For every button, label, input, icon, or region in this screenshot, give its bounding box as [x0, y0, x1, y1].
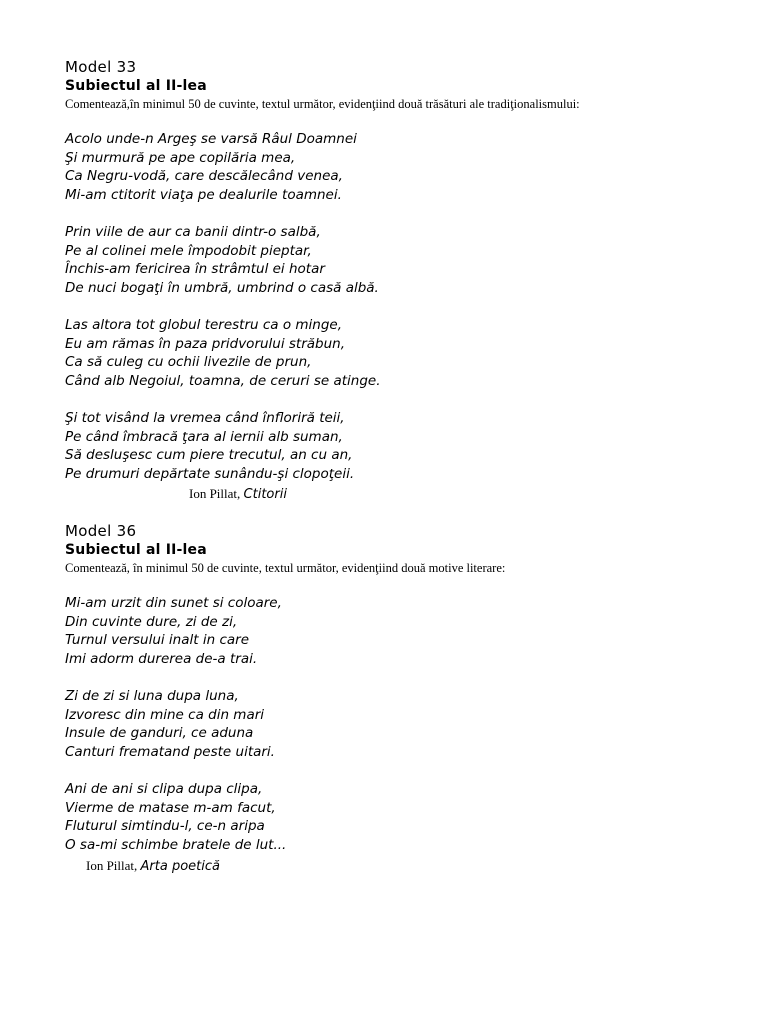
document-page: [65, 58, 745, 875]
poem-line: Când alb Negoiul, toamna, de ceruri se atinge.: [65, 372, 381, 389]
work-title: Arta poetică: [140, 858, 220, 874]
stanza: [65, 316, 745, 390]
model-33-poem: [65, 130, 745, 483]
poem-line: Imi adorm durerea de-a trai.: [65, 651, 258, 668]
author-name: Ion Pillat,: [189, 486, 244, 502]
poem-line: Turnul versului inalt in care: [65, 632, 249, 649]
poem-line: Să desluşesc cum piere trecutul, an cu an,: [65, 447, 353, 464]
poem-line: Închis-am fericirea în strâmtul ei hotar: [65, 261, 325, 278]
work-title: Ctitorii: [243, 487, 287, 503]
poem-line: Eu am rămas în paza pridvorului străbun,: [65, 335, 346, 352]
poem-line: Vierme de matase m-am facut,: [65, 799, 276, 816]
poem-line: Canturi frematand peste uitari.: [65, 744, 275, 761]
stanza: [65, 409, 745, 483]
model-36-instruction: Comentează, în minimul 50 de cuvinte, textul următor, evidenţiind două motive literare:: [65, 561, 506, 576]
model-36-attribution: [65, 857, 745, 875]
stanza: [65, 594, 745, 668]
poem-line: Izvoresc din mine ca din mari: [65, 706, 265, 723]
model-36-title: Model 36: [65, 522, 137, 541]
poem-line: O sa-mi schimbe bratele de lut...: [65, 837, 287, 853]
model-33-subject: Subiectul al II-lea: [65, 78, 207, 94]
stanza: [65, 687, 745, 761]
poem-line: Insule de ganduri, ce aduna: [65, 725, 254, 742]
stanza: [65, 780, 745, 854]
poem-line: De nuci bogaţi în umbră, umbrind o casă albă.: [65, 279, 379, 296]
poem-line: Pe drumuri depărtate sunându-şi clopoţeii.: [65, 465, 355, 482]
poem-line: Mi-am urzit din sunet si coloare,: [65, 595, 282, 612]
model-33-section: [65, 58, 745, 503]
author-name: Ion Pillat,: [86, 857, 141, 873]
poem-line: Ani de ani si clipa dupa clipa,: [65, 781, 263, 798]
model-33-attribution: [65, 485, 745, 503]
poem-line: Pe când îmbracă ţara al iernii alb suman,: [65, 428, 343, 445]
poem-line: Şi tot visând la vremea când înfloriră teii,: [65, 409, 345, 426]
poem-line: Mi-am ctitorit viaţa pe dealurile toamnei.: [65, 186, 342, 203]
poem-line: Din cuvinte dure, zi de zi,: [65, 613, 238, 630]
stanza: [65, 223, 745, 297]
poem-line: Ca Negru-vodă, care descălecând venea,: [65, 168, 343, 185]
model-33-title: Model 33: [65, 58, 137, 76]
model-36-section: [65, 522, 745, 874]
poem-line: Ca să culeg cu ochii livezile de prun,: [65, 354, 312, 371]
model-36-subject: Subiectul al II-lea: [65, 542, 207, 559]
poem-line: Acolo unde-n Argeş se varsă Râul Doamnei: [65, 131, 357, 147]
model-33-instruction: Comentează,în minimul 50 de cuvinte, textul următor, evidenţiind două trăsături ale tradiţionalismului:: [65, 97, 580, 111]
poem-line: Zi de zi si luna dupa luna,: [65, 688, 239, 705]
stanza: [65, 130, 745, 204]
poem-line: Fluturul simtindu-l, ce-n aripa: [65, 818, 265, 835]
poem-line: Las altora tot globul terestru ca o minge,: [65, 316, 343, 333]
model-36-poem: [65, 594, 745, 854]
poem-line: Şi murmură pe ape copilăria mea,: [65, 149, 296, 166]
poem-line: Pe al colinei mele împodobit pieptar,: [65, 242, 312, 259]
poem-line: Prin viile de aur ca banii dintr-o salbă,: [65, 223, 321, 240]
